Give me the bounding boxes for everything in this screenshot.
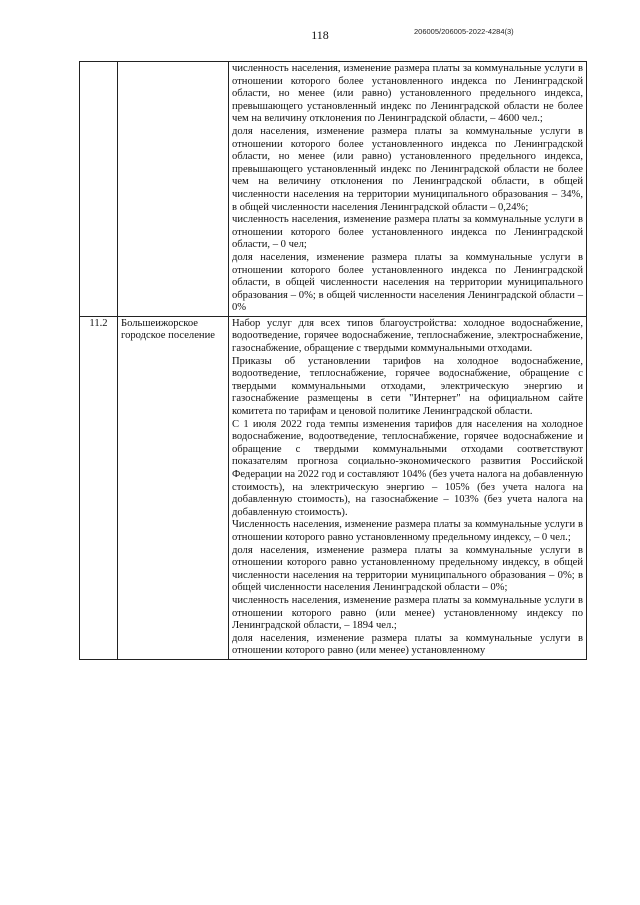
page-number: 118 [311, 28, 329, 42]
row-number-cell [80, 62, 118, 317]
row-number-cell: 11.2 [80, 316, 118, 659]
table-row [80, 316, 587, 659]
municipal-table [79, 61, 587, 660]
description-cell [229, 316, 587, 659]
description-paragraph: численность населения, изменение размера платы за коммунальные услуги в отношении которого равно (или менее) установленному индексу по Ленинградской области, – 1894 чел.; [232, 594, 583, 632]
description-paragraph: доля населения, изменение размера платы за коммунальные услуги в отношении которого равно установленному предельному индексу, в общей численности населения на территории муниципального образования – 0%; в общей численности населения Ленинградской области – 0%; [232, 544, 583, 594]
description-paragraph: Приказы об установлении тарифов на холодное водоснабжение, водоотведение, теплоснабжение, горячее водоснабжение, обращение с твердыми коммунальными отходами, электрическую энергию и газоснабжение размещены в сети "Интернет" на официальном сайте комитета по тарифам и ценовой политике Ленинградской области. [232, 355, 583, 418]
description-paragraph: доля населения, изменение размера платы за коммунальные услуги в отношении которого более установленного индекса по Ленинградской области, в общей численности населения на территории муниципального образования – 0%; в общей численности населения Ленинградской области – 0% [232, 251, 583, 314]
description-paragraph: С 1 июля 2022 года темпы изменения тарифов для населения на холодное водоснабжение, водоотведение, теплоснабжение, горячее водоснабжение и обращение с твердыми коммунальными отходами соответствуют показателям прогноза социально-экономического развития Российской Федерации на 2022 год и составляют 104% (без учета налога на добавленную стоимость), на электрическую энергию – 105% (без учета налога на добавленную стоимость), на газоснабжение – 103% (без учета налога на добавленную стоимость). [232, 418, 583, 518]
description-paragraph: доля населения, изменение размера платы за коммунальные услуги в отношении которого более установленного индекса по Ленинградской области, но менее (или равно) установленного предельного индекса, превышающего установленный индекс по Ленинградской области не более чем на величину отклонения по Ленинградской области, в общей численности населения на территории муниципального образования – 34%, в общей численности населения Ленинградской области – 0,24%; [232, 125, 583, 213]
table-row [80, 62, 587, 317]
description-paragraph: численность населения, изменение размера платы за коммунальные услуги в отношении которого более установленного индекса по Ленинградской области, но менее (или равно) установленного предельного индекса, превышающего установленный индекс по Ленинградской области не более чем на величину отклонения по Ленинградской области, – 4600 чел.; [232, 63, 583, 125]
settlement-name-cell: Большеижорское городское поселение [118, 316, 229, 659]
description-paragraph: Набор услуг для всех типов благоустройства: холодное водоснабжение, водоотведение, горячее водоснабжение, теплоснабжение, электроснабжение, газоснабжение, обращение с твердыми коммунальными отходами. [232, 317, 583, 355]
settlement-name-cell [118, 62, 229, 317]
description-cell [229, 62, 587, 317]
description-paragraph: численность населения, изменение размера платы за коммунальные услуги в отношении которого более установленного индекса по Ленинградской области, – 0 чел; [232, 214, 583, 251]
document-code: 206005/206005-2022-4284(3) [414, 27, 514, 36]
description-paragraph: доля населения, изменение размера платы за коммунальные услуги в отношении которого равно (или менее) установленному [232, 632, 583, 657]
description-paragraph: Численность населения, изменение размера платы за коммунальные услуги в отношении которого равно установленному предельному индексу, – 0 чел.; [232, 519, 583, 543]
